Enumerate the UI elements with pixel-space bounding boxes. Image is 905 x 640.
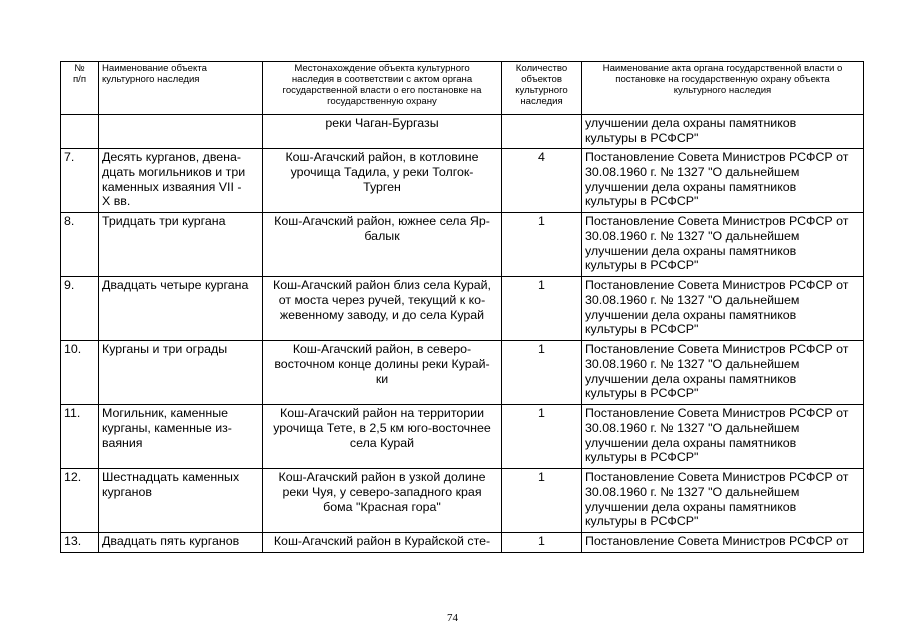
cell-act-line: Постановление Совета Министров РСФСР от <box>585 342 849 356</box>
cell-location-line: реки Чаган-Бургазы <box>325 116 439 130</box>
header-count-line: наследия <box>520 96 563 107</box>
cell-location <box>263 149 502 213</box>
cell-name <box>99 277 263 341</box>
cell-location <box>263 533 502 553</box>
cell-location-line: Кош-Агачский район близ села Курай, <box>272 278 491 292</box>
header-act-line: культурного наследия <box>673 85 772 96</box>
cell-act-line: улучшении дела охраны памятников <box>585 371 797 386</box>
table-row <box>61 277 864 341</box>
cell-count: 1 <box>502 533 582 553</box>
header-location <box>263 62 502 115</box>
cell-num: 10. <box>61 341 99 405</box>
cell-name <box>99 341 263 405</box>
table-header-row <box>61 62 864 115</box>
cell-location-line: реки Чуя, у северо-западного края <box>282 484 482 499</box>
cell-location-line: Кош-Агачский район, в котловине <box>285 150 479 164</box>
cell-location-line: восточном конце долины реки Курай- <box>274 356 490 371</box>
cell-act-line: культуры в РСФСР" <box>585 514 699 529</box>
cell-act <box>582 469 864 533</box>
cell-name-line: Двадцать четыре кургана <box>102 278 249 292</box>
header-num-line: № <box>74 63 85 74</box>
cell-count: 1 <box>502 469 582 533</box>
cell-location <box>263 341 502 405</box>
cell-act <box>582 149 864 213</box>
table-body <box>61 115 864 553</box>
cell-act-line: 30.08.1960 г. № 1327 "О дальнейшем <box>585 484 800 499</box>
cell-name-line: курганов <box>102 484 152 499</box>
cell-location-line: урочища Тадила, у реки Толгок- <box>290 164 474 179</box>
table-row <box>61 149 864 213</box>
header-name-line: Наименование объекта <box>102 63 207 74</box>
cell-act <box>582 277 864 341</box>
cell-act-line: Постановление Совета Министров РСФСР от <box>585 278 849 292</box>
header-count-line: культурного <box>515 85 568 96</box>
cell-location <box>263 405 502 469</box>
cell-act-line: 30.08.1960 г. № 1327 "О дальнейшем <box>585 228 800 243</box>
header-count-line: Количество <box>515 63 568 74</box>
cell-act-line: улучшении дела охраны памятников <box>585 307 797 322</box>
header-name <box>99 62 263 115</box>
cell-location-line: урочища Тете, в 2,5 км юго-восточнее <box>273 420 491 435</box>
cell-act-line: улучшении дела охраны памятников <box>585 499 797 514</box>
cell-num: 7. <box>61 149 99 213</box>
cell-location-line: Турген <box>363 179 401 194</box>
cell-location-line: Кош-Агачский район в Курайской сте- <box>273 534 491 548</box>
cell-location-line: села Курай <box>349 435 415 450</box>
cell-name <box>99 405 263 469</box>
cell-act-line: культуры в РСФСР" <box>585 258 699 273</box>
header-count-line: объектов <box>521 74 562 85</box>
cell-act-line: культуры в РСФСР" <box>585 386 699 401</box>
cell-name-line: Шестнадцать каменных <box>102 470 240 484</box>
cell-name-line: каменных изваяния VII - <box>102 179 242 194</box>
cell-act <box>582 115 864 149</box>
cell-name-line: Двадцать пять курганов <box>102 534 240 548</box>
header-act-line: постановке на государственную охрану объекта <box>615 74 830 85</box>
cell-name <box>99 213 263 277</box>
cell-name-line: дцать могильников и три <box>102 164 246 179</box>
header-location-line: государственной власти о его постановке на <box>282 85 482 96</box>
cell-count: 4 <box>502 149 582 213</box>
cell-name-line: Могильник, каменные <box>102 406 229 420</box>
cell-name <box>99 149 263 213</box>
cell-count <box>502 115 582 149</box>
cell-name-line: курганы, каменные из- <box>102 420 232 435</box>
header-count <box>502 62 582 115</box>
cell-act-line: 30.08.1960 г. № 1327 "О дальнейшем <box>585 356 800 371</box>
cell-act-line: 30.08.1960 г. № 1327 "О дальнейшем <box>585 420 800 435</box>
cell-act-line: культуры в РСФСР" <box>585 194 699 209</box>
cell-act-line: улучшении дела охраны памятников <box>585 243 797 258</box>
cell-location-line: балык <box>364 228 400 243</box>
cell-location-line: Кош-Агачский район на территории <box>279 406 484 420</box>
cell-name-line: Курганы и три ограды <box>102 342 228 356</box>
cell-name-line: X вв. <box>102 194 131 209</box>
cell-name-line: Десять курганов, двена- <box>102 150 242 164</box>
cell-act-line: улучшении дела охраны памятников <box>585 435 797 450</box>
page-number: 74 <box>447 612 458 624</box>
cell-act-line: Постановление Совета Министров РСФСР от <box>585 214 849 228</box>
heritage-register-table <box>60 61 864 553</box>
cell-act <box>582 341 864 405</box>
header-act <box>582 62 864 115</box>
cell-location <box>263 213 502 277</box>
cell-num: 11. <box>61 405 99 469</box>
cell-act <box>582 405 864 469</box>
cell-location <box>263 469 502 533</box>
table-row <box>61 213 864 277</box>
header-act-line: Наименование акта органа государственной власти о <box>602 63 843 74</box>
header-num <box>61 62 99 115</box>
cell-location <box>263 115 502 149</box>
cell-act-line: улучшении дела охраны памятников <box>585 179 797 194</box>
cell-num: 9. <box>61 277 99 341</box>
cell-location-line: Кош-Агачский район в узкой долине <box>278 470 486 484</box>
cell-num: 13. <box>61 533 99 553</box>
cell-act-line: Постановление Совета Министров РСФСР от <box>585 150 849 164</box>
cell-name-line: ваяния <box>102 435 143 450</box>
header-location-line: Местонахождение объекта культурного <box>294 63 470 74</box>
cell-location-line: от моста через ручей, текущий к ко- <box>278 292 486 307</box>
cell-act-line: 30.08.1960 г. № 1327 "О дальнейшем <box>585 292 800 307</box>
cell-location-line: Кош-Агачский район, южнее села Яр- <box>274 214 490 228</box>
cell-location <box>263 277 502 341</box>
header-location-line: наследия в соответствии с актом органа <box>291 74 473 85</box>
cell-location-line: бома "Красная гора" <box>323 499 441 514</box>
cell-num: 8. <box>61 213 99 277</box>
table-row <box>61 115 864 149</box>
cell-act <box>582 533 864 553</box>
cell-count: 1 <box>502 405 582 469</box>
cell-location-line: ки <box>375 371 389 386</box>
cell-act-line: культуры в РСФСР" <box>585 322 699 337</box>
table-row <box>61 469 864 533</box>
cell-count: 1 <box>502 277 582 341</box>
cell-name-line: Тридцать три кургана <box>102 214 226 228</box>
table-row <box>61 405 864 469</box>
cell-act-line: Постановление Совета Министров РСФСР от <box>585 406 849 420</box>
table-row <box>61 533 864 553</box>
cell-act-line: культуры в РСФСР" <box>585 450 699 465</box>
cell-name <box>99 115 263 149</box>
cell-act-line: улучшении дела охраны памятников <box>585 116 797 130</box>
cell-count: 1 <box>502 341 582 405</box>
header-location-line: государственную охрану <box>327 96 437 107</box>
cell-act-line: Постановление Совета Министров РСФСР от <box>585 534 849 548</box>
cell-name <box>99 469 263 533</box>
cell-num <box>61 115 99 149</box>
cell-num: 12. <box>61 469 99 533</box>
cell-name <box>99 533 263 553</box>
cell-act-line: культуры в РСФСР" <box>585 130 699 145</box>
cell-location-line: жевенному заводу, и до села Курай <box>279 307 485 322</box>
cell-act-line: Постановление Совета Министров РСФСР от <box>585 470 849 484</box>
header-num-line: п/п <box>72 74 87 85</box>
cell-act <box>582 213 864 277</box>
header-name-line: культурного наследия <box>102 74 200 85</box>
cell-act-line: 30.08.1960 г. № 1327 "О дальнейшем <box>585 164 800 179</box>
cell-location-line: Кош-Агачский район, в северо- <box>292 342 472 356</box>
cell-count: 1 <box>502 213 582 277</box>
table-row <box>61 341 864 405</box>
